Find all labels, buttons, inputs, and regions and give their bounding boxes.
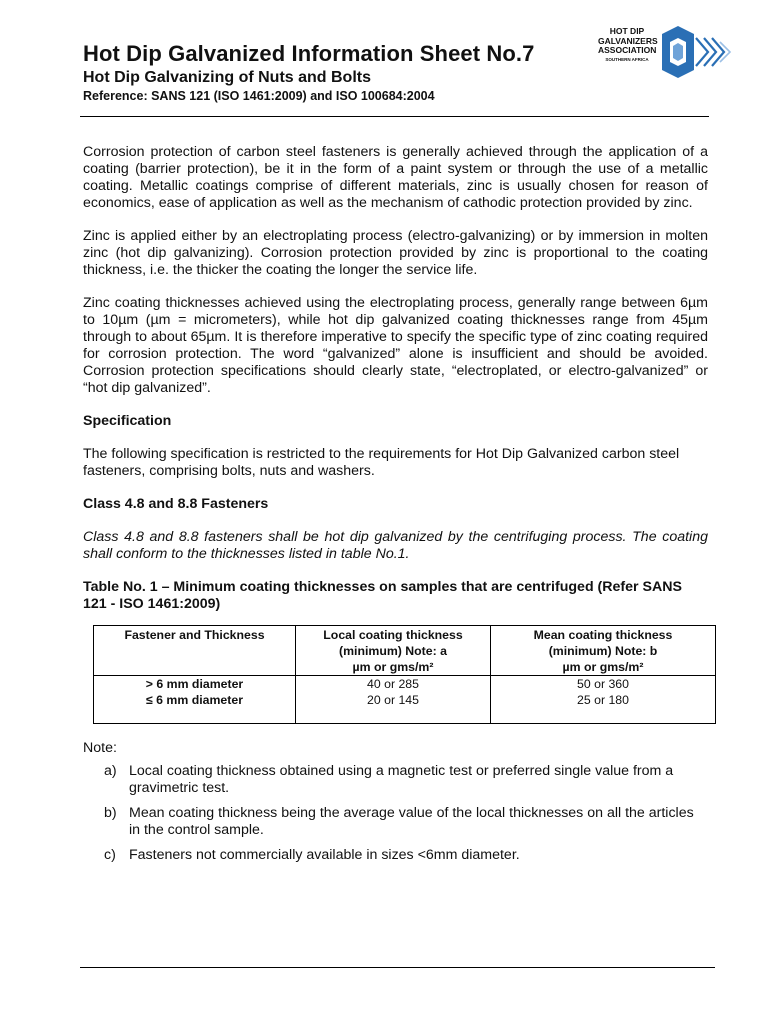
header-divider — [80, 116, 709, 117]
association-logo — [590, 24, 740, 80]
note-marker: c) — [104, 847, 116, 863]
paragraph-coating-thickness: Zinc coating thicknesses achieved using the electroplating process, generally range between 6µm to 10µm (µm = micrometers), while hot dip galvanized coating thicknesses range from 45µm through to about 65µm. It is therefore imperative to specify the specific type of zinc coating required for corrosion protection. The word “galvanized” alone is insufficient and should be avoided. Corrosion protection specifications should clearly state, “electroplated, or electro-galvanized” or “hot dip galvanized”. — [83, 295, 708, 396]
paragraph-class-fasteners: Class 4.8 and 8.8 fasteners shall be hot dip galvanized by the centrifuging process. The coating shall conform to the thicknesses listed in table No.1. — [83, 529, 708, 562]
paragraph-corrosion: Corrosion protection of carbon steel fasteners is generally achieved through the application of a coating (barrier protection), be it in the form of a paint system or through the use of a metallic coating. Metallic coatings comprise of different materials, zinc is usually chosen for reason of economics, ease of application as well as the mechanism of cathodic protection provided by zinc. — [83, 144, 708, 211]
table-header-row — [94, 626, 716, 676]
logo-line-3: ASSOCIATION — [598, 45, 657, 55]
table-cell-local: 40 or 285 20 or 145 — [296, 676, 491, 724]
logo-line-2: GALVANIZERS — [598, 35, 658, 46]
page-title: Hot Dip Galvanized Information Sheet No.7 — [83, 41, 535, 66]
notes-label: Note: — [83, 740, 117, 756]
note-item — [83, 763, 708, 797]
note-text: Mean coating thickness being the average value of the local thicknesses on all the articles in the control sample. — [129, 805, 694, 838]
notes-list — [83, 763, 708, 864]
table-row — [94, 676, 716, 724]
coating-thickness-table — [93, 625, 716, 724]
note-text: Local coating thickness obtained using a magnetic test or preferred single value from a gravimetric test. — [129, 763, 674, 796]
heading-specification: Specification — [83, 413, 172, 429]
note-marker: b) — [104, 805, 117, 821]
footer-divider — [80, 967, 715, 968]
page-subtitle: Hot Dip Galvanizing of Nuts and Bolts — [83, 69, 371, 86]
table-cell-mean: 50 or 360 25 or 180 — [491, 676, 716, 724]
table-header-local: Local coating thickness (minimum) Note: a µm or gms/m² — [296, 626, 491, 676]
note-text: Fasteners not commercially available in sizes <6mm diameter. — [129, 847, 520, 863]
logo-text — [598, 27, 656, 63]
table-header-mean: Mean coating thickness (minimum) Note: b µm or gms/m² — [491, 626, 716, 676]
note-item — [83, 847, 708, 864]
note-item — [83, 805, 708, 839]
table-header-fastener: Fastener and Thickness — [94, 626, 296, 676]
table-cell-fastener: > 6 mm diameter ≤ 6 mm diameter — [94, 676, 296, 724]
reference-line: Reference: SANS 121 (ISO 1461:2009) and ISO 100684:2004 — [83, 89, 435, 103]
heading-class-fasteners: Class 4.8 and 8.8 Fasteners — [83, 496, 269, 512]
document-body — [83, 144, 708, 872]
logo-line-1: HOT DIP — [609, 26, 645, 36]
table-caption: Table No. 1 – Minimum coating thicknesses on samples that are centrifuged (Refer SANS 121 - ISO 1461:2009) — [83, 579, 682, 612]
paragraph-zinc-application: Zinc is applied either by an electroplating process (electro-galvanizing) or by immersion in molten zinc (hot dip galvanizing). Corrosion protection provided by zinc is proportional to the coating thickness, i.e. the thicker the coating the longer the service life. — [83, 228, 708, 278]
note-marker: a) — [104, 763, 117, 779]
logo-line-4: SOUTHERN AFRICA — [605, 56, 649, 62]
paragraph-specification: The following specification is restricted to the requirements for Hot Dip Galvanized carbon steel fasteners, comprising bolts, nuts and washers. — [83, 446, 680, 479]
arrows-logo-icon — [660, 24, 736, 80]
